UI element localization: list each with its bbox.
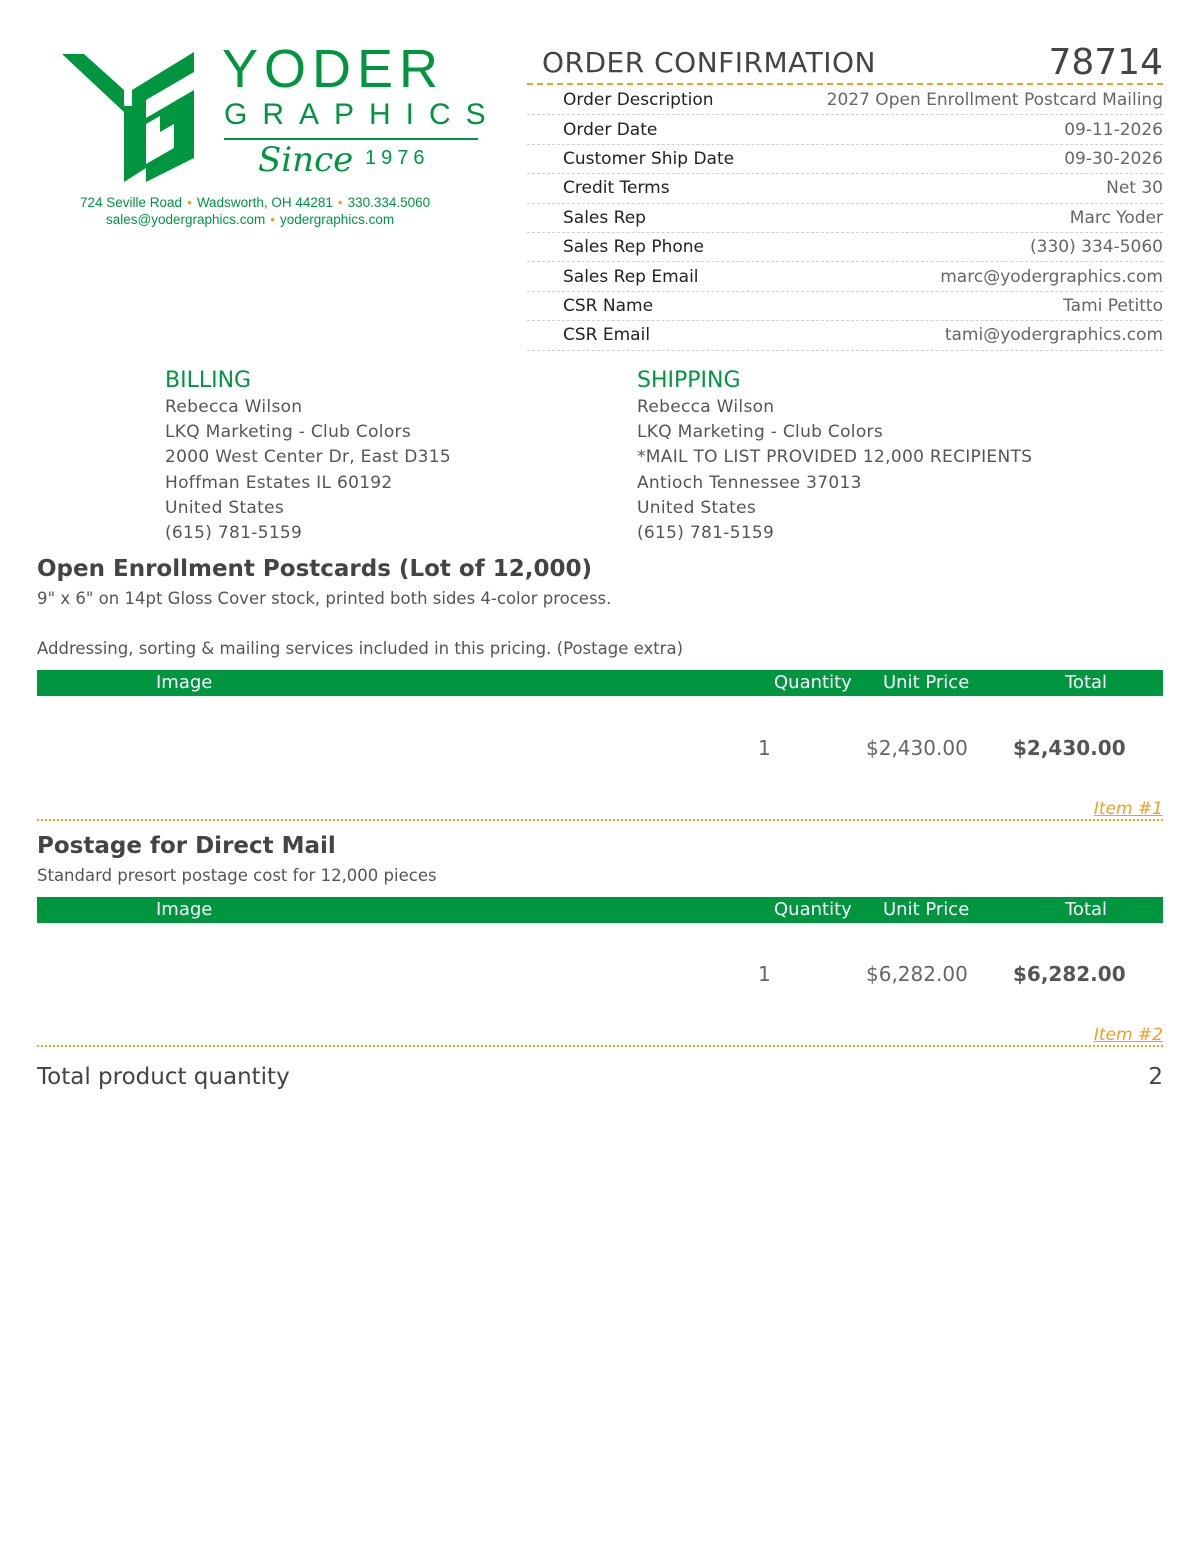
header-unit-price: Unit Price: [883, 672, 970, 693]
item-unit-price: $6,282.00: [866, 962, 968, 986]
info-label: Order Date: [563, 119, 658, 140]
item-quantity: 1: [758, 962, 771, 986]
item-description: Standard presort postage cost for 12,000 pieces: [37, 866, 437, 885]
item-title: Open Enrollment Postcards (Lot of 12,000): [37, 556, 592, 582]
bullet-icon: •: [187, 195, 192, 210]
info-value: 2027 Open Enrollment Postcard Mailing: [826, 90, 1163, 111]
item-divider: [37, 1045, 1163, 1047]
order-title-divider: [527, 83, 1163, 85]
header-total: Total: [1065, 899, 1108, 920]
item-description: Addressing, sorting & mailing services included in this pricing. (Postage extra): [37, 639, 684, 658]
item-unit-price: $2,430.00: [866, 736, 968, 760]
info-label: Sales Rep Email: [563, 266, 699, 287]
item-total: $2,430.00: [1013, 736, 1126, 760]
billing-block: [165, 368, 451, 546]
billing-line: LKQ Marketing - Club Colors: [165, 422, 411, 443]
order-title: ORDER CONFIRMATION: [542, 46, 876, 79]
item-description: 9" x 6" on 14pt Gloss Cover stock, printed both sides 4-color process.: [37, 589, 612, 608]
info-label: CSR Name: [563, 295, 654, 316]
shipping-line: Antioch Tennessee 37013: [637, 472, 862, 493]
order-info-row: [527, 115, 1163, 144]
billing-line: United States: [165, 497, 285, 518]
order-info-row: [527, 145, 1163, 174]
info-value: tami@yodergraphics.com: [944, 325, 1163, 346]
info-label: Sales Rep Phone: [563, 237, 705, 258]
billing-line: Hoffman Estates IL 60192: [165, 472, 393, 493]
info-value: Marc Yoder: [1069, 207, 1163, 228]
item-table-header: [37, 897, 1163, 923]
company-contact-line-1: [80, 195, 430, 210]
company-city: Wadsworth, OH 44281: [196, 195, 333, 210]
billing-line: (615) 781-5159: [165, 523, 303, 544]
order-info-row: [527, 86, 1163, 115]
item-title: Postage for Direct Mail: [37, 833, 336, 859]
info-value: marc@yodergraphics.com: [940, 266, 1163, 287]
header-total: Total: [1065, 672, 1108, 693]
header-quantity: Quantity: [774, 899, 852, 920]
info-value: 09-11-2026: [1064, 119, 1163, 140]
info-label: CSR Email: [563, 325, 651, 346]
order-info-row: [527, 321, 1163, 350]
header-unit-price: Unit Price: [883, 899, 970, 920]
item-number-tag: Item #1: [1093, 799, 1163, 819]
order-info-row: [527, 233, 1163, 262]
total-quantity-label: Total product quantity: [37, 1064, 290, 1090]
info-value: Tami Petitto: [1063, 295, 1163, 316]
shipping-line: Rebecca Wilson: [637, 397, 775, 417]
shipping-line: (615) 781-5159: [637, 523, 775, 544]
item-number-tag: Item #2: [1093, 1025, 1163, 1045]
order-info-row: [527, 262, 1163, 291]
billing-line: Rebecca Wilson: [165, 397, 303, 417]
shipping-line: LKQ Marketing - Club Colors: [637, 422, 883, 443]
billing-title: BILLING: [165, 368, 252, 393]
company-website[interactable]: yodergraphics.com: [280, 212, 395, 227]
billing-line: 2000 West Center Dr, East D315: [165, 447, 451, 468]
company-contact-line-2: [106, 212, 394, 227]
info-value: 09-30-2026: [1064, 148, 1163, 169]
logo-year: 1976: [365, 147, 430, 169]
total-quantity-value: 2: [1148, 1064, 1163, 1090]
company-email[interactable]: sales@yodergraphics.com: [106, 212, 266, 227]
info-label: Order Description: [563, 90, 714, 111]
order-info-row: [527, 292, 1163, 321]
item-divider: [37, 819, 1163, 821]
logo-wordmark-top: YODER: [222, 39, 445, 99]
order-number: 78714: [1048, 42, 1163, 83]
shipping-line: *MAIL TO LIST PROVIDED 12,000 RECIPIENTS: [637, 447, 1033, 468]
shipping-line: United States: [637, 497, 757, 518]
company-phone: 330.334.5060: [347, 195, 431, 210]
order-info-row: [527, 204, 1163, 233]
info-label: Customer Ship Date: [563, 148, 735, 169]
item-quantity: 1: [758, 736, 771, 760]
header-quantity: Quantity: [774, 672, 852, 693]
yg-monogram-icon: [62, 48, 202, 188]
company-address: 724 Seville Road: [80, 195, 183, 210]
shipping-block: [637, 368, 1032, 546]
item-table-header: [37, 670, 1163, 696]
header-image: Image: [156, 899, 213, 920]
order-info-row: [527, 174, 1163, 203]
info-label: Credit Terms: [563, 178, 670, 199]
logo-wordmark-bottom: GRAPHICS: [224, 98, 501, 131]
item-total: $6,282.00: [1013, 962, 1126, 986]
info-value: (330) 334-5060: [1030, 237, 1163, 258]
info-value: Net 30: [1106, 178, 1163, 199]
header-image: Image: [156, 672, 213, 693]
logo-since: Since: [258, 140, 354, 180]
order-info-table: [527, 86, 1163, 351]
bullet-icon: •: [337, 195, 343, 210]
shipping-title: SHIPPING: [637, 368, 741, 393]
info-label: Sales Rep: [563, 207, 646, 228]
bullet-icon: •: [270, 212, 276, 227]
